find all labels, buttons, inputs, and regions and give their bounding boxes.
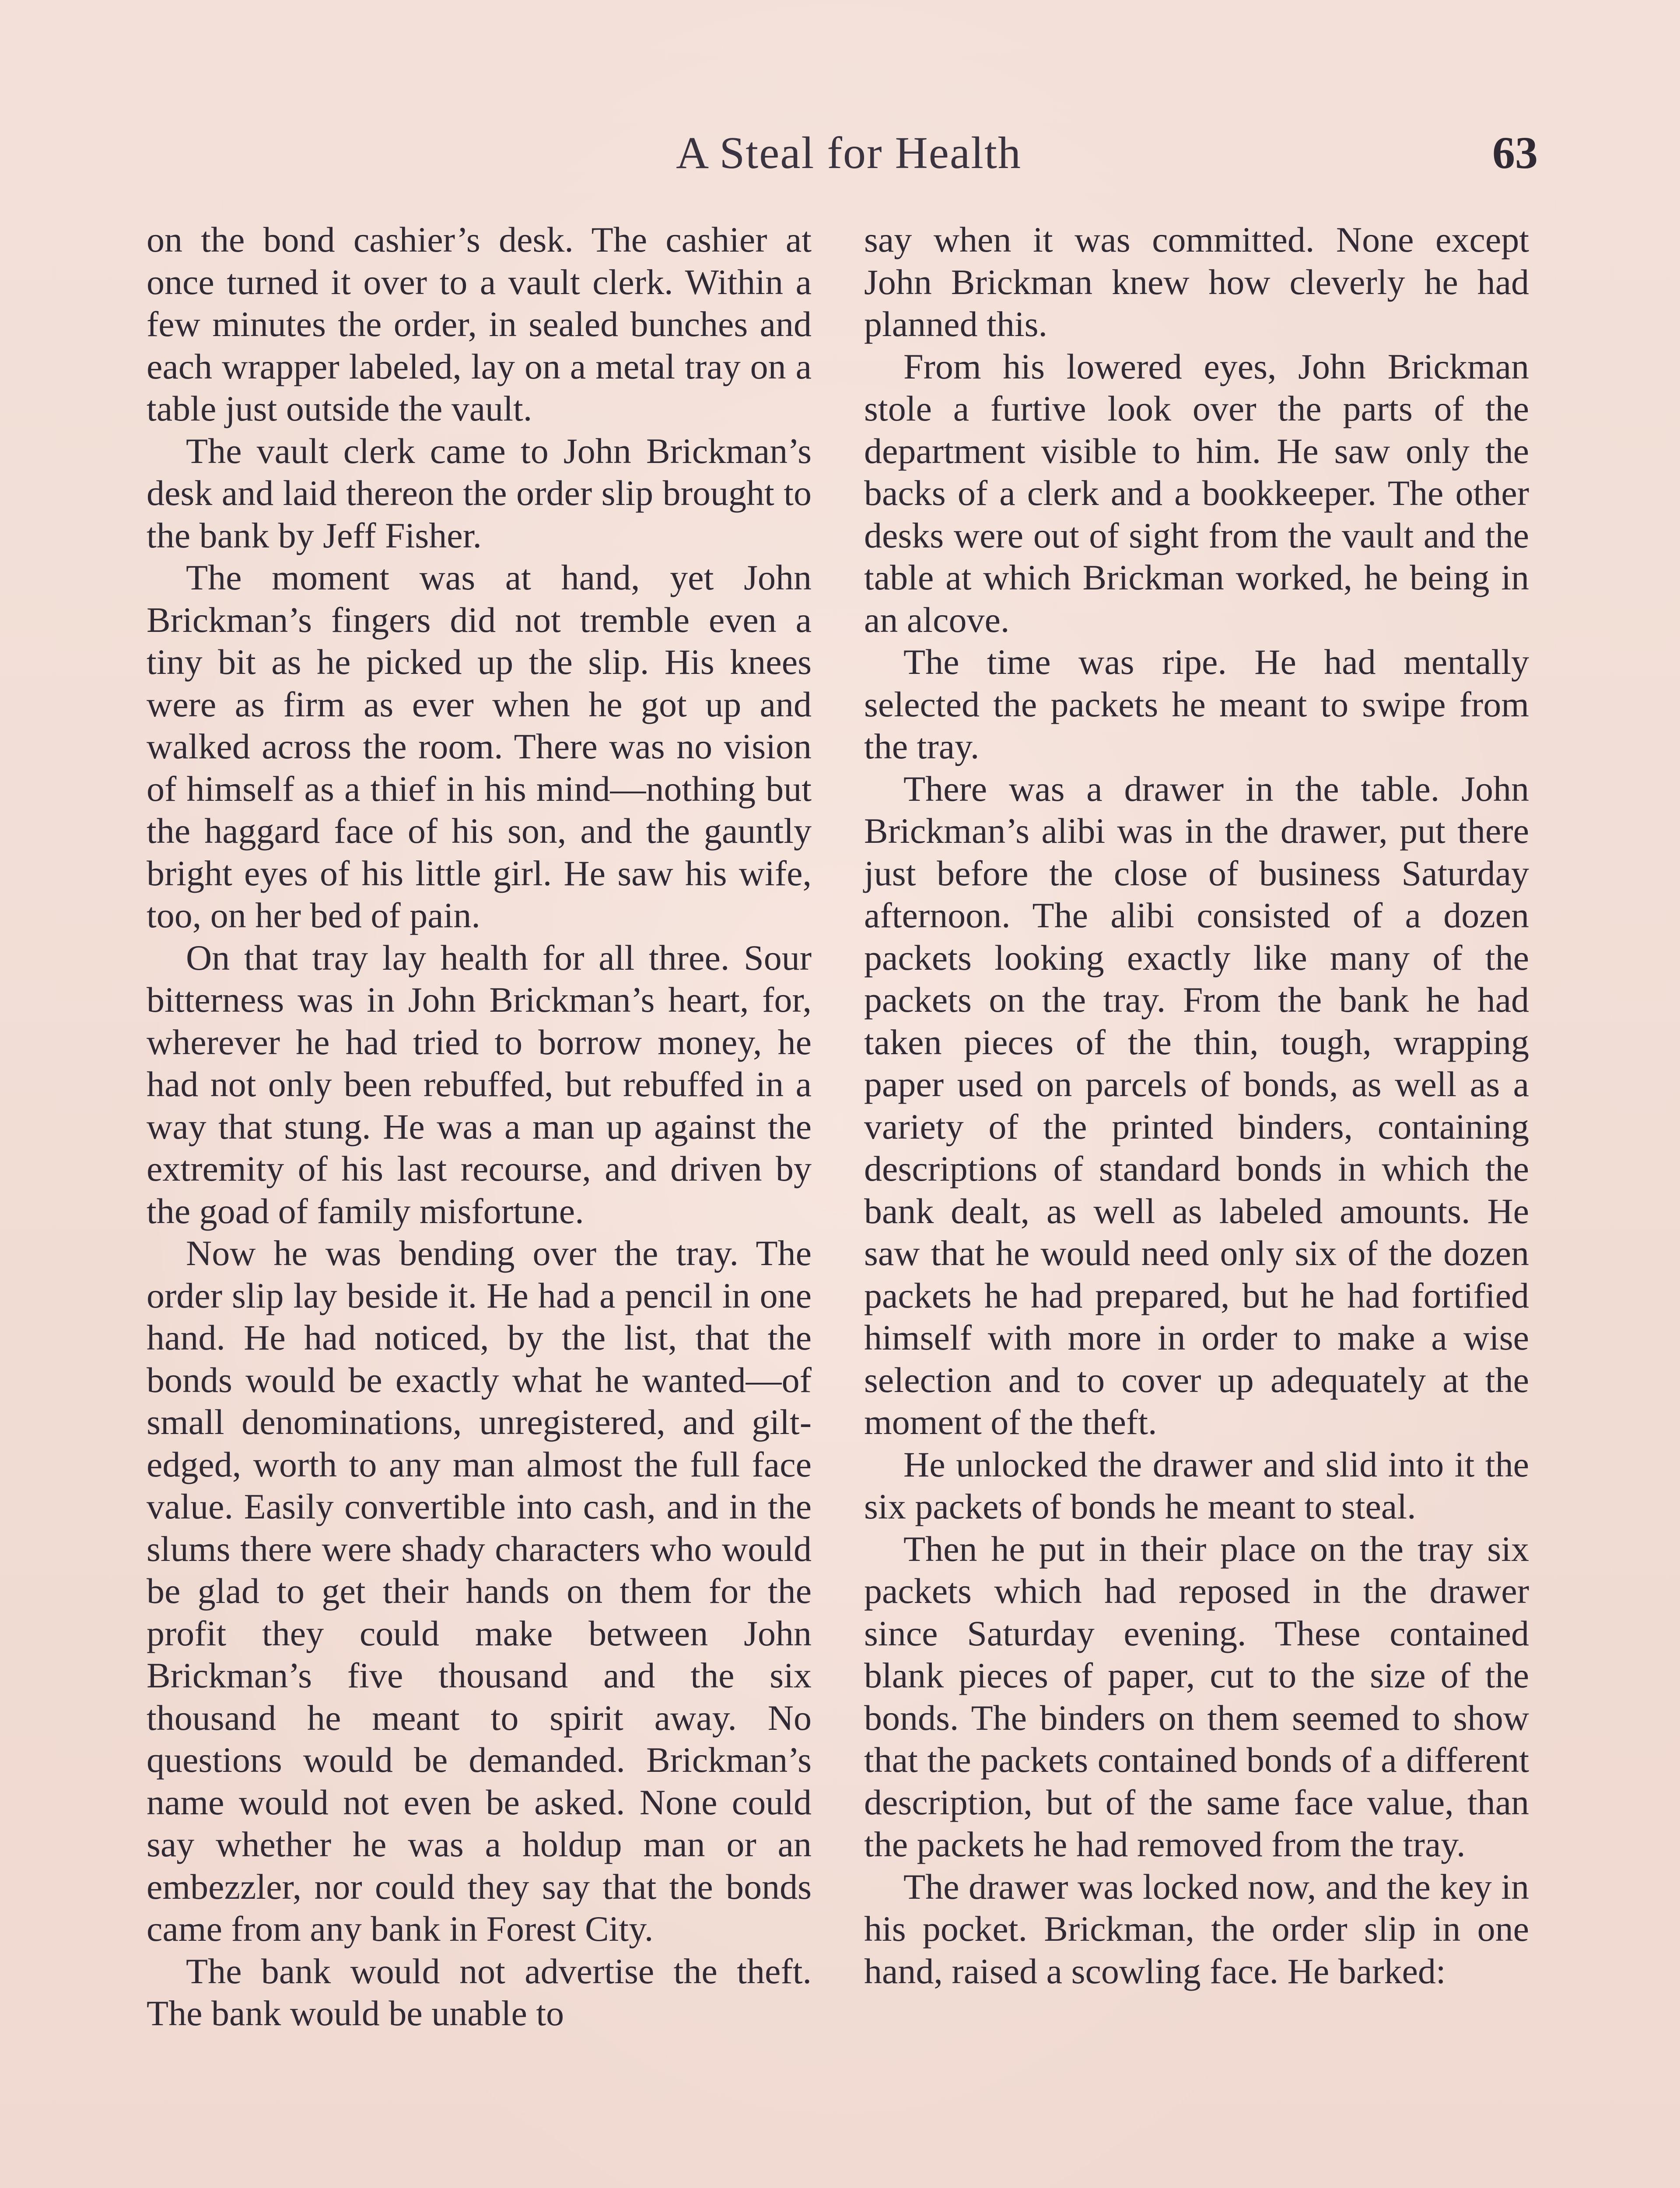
left-column <box>147 219 812 2035</box>
paragraph: The bank would not advertise the theft. The bank would be unable to <box>147 1951 812 2033</box>
paragraph: On that tray lay health for all three. Sour bitterness was in John Brickman’s heart, for, wherever he had tried to borrow money, he had not only been rebuffed, but rebuffed in a way that stung. He was a man up against the extremity of his last recourse, and driven by the goad of family misfortune. <box>147 937 812 1231</box>
paragraph: on the bond cashier’s desk. The cashier at once turned it over to a vault clerk. Within a few minutes the order, in sealed bunches and each wrapper labeled, lay on a metal tray on a table just outside the vault. <box>147 220 812 428</box>
running-head-title: A Steal for Health <box>676 128 1022 178</box>
paragraph: There was a drawer in the table. John Brickman’s alibi was in the drawer, put there just before the close of business Saturday afternoon. The alibi consisted of a dozen packets looking exactly like many of the packets on the tray. From the bank he had taken pieces of the thin, tough, wrapping paper used on parcels of bonds, as well as a variety of the printed binders, containing descriptions of standard bonds in which the bank dealt, as well as labeled amounts. He saw that he would need only six of the dozen packets he had prepared, but he had fortified himself with more in order to make a wise selection and to cover up adequately at the moment of the theft. <box>864 768 1529 1442</box>
paragraph: The time was ripe. He had mentally selected the packets he meant to swipe from the tray. <box>864 642 1529 766</box>
paragraph: He unlocked the drawer and slid into it the six packets of bonds he meant to steal. <box>864 1444 1529 1526</box>
paragraph: From his lowered eyes, John Brickman stole a furtive look over the parts of the department visible to him. He saw only the backs of a clerk and a bookkeeper. The other desks were out of sight from the vault and the table at which Brickman worked, he being in an alcove. <box>864 346 1529 640</box>
paragraph: Now he was bending over the tray. The order slip lay beside it. He had a pencil in one hand. He had noticed, by the list, that the bonds would be exactly what he wanted—of small denominations, unregistered, and gilt-edged, worth to any man almost the full face value. Easily convertible into cash, and in the slums there were shady characters who would be glad to get their hands on them for the profit they could make between John Brickman’s five thousand and the six thousand he meant to spirit away. No questions would be demanded. Brickman’s name would not even be asked. None could say whether he was a holdup man or an embezzler, nor could they say that the bonds came from any bank in Forest City. <box>147 1233 812 1949</box>
paragraph: Then he put in their place on the tray six packets which had reposed in the drawer since Saturday evening. These contained blank pieces of paper, cut to the size of the bonds. The binders on them seemed to show that the packets contained bonds of a different description, but of the same face value, than the packets he had removed from the tray. <box>864 1529 1529 1864</box>
paragraph: The vault clerk came to John Brickman’s desk and laid thereon the order slip brought to the bank by Jeff Fisher. <box>147 431 812 555</box>
right-column <box>864 219 1529 1992</box>
page-number: 63 <box>1492 128 1538 178</box>
paragraph: The moment was at hand, yet John Brickman’s fingers did not tremble even a tiny bit as he picked up the slip. His knees were as firm as ever when he got up and walked across the room. There was no vision of himself as a thief in his mind—nothing but the haggard face of his son, and the gauntly bright eyes of his little girl. He saw his wife, too, on her bed of pain. <box>147 558 812 935</box>
paragraph: The drawer was locked now, and the key in his pocket. Brickman, the order slip in one hand, raised a scowling face. He barked: <box>864 1866 1529 1991</box>
paragraph: say when it was committed. None except John Brickman knew how cleverly he had planned this. <box>864 220 1529 344</box>
